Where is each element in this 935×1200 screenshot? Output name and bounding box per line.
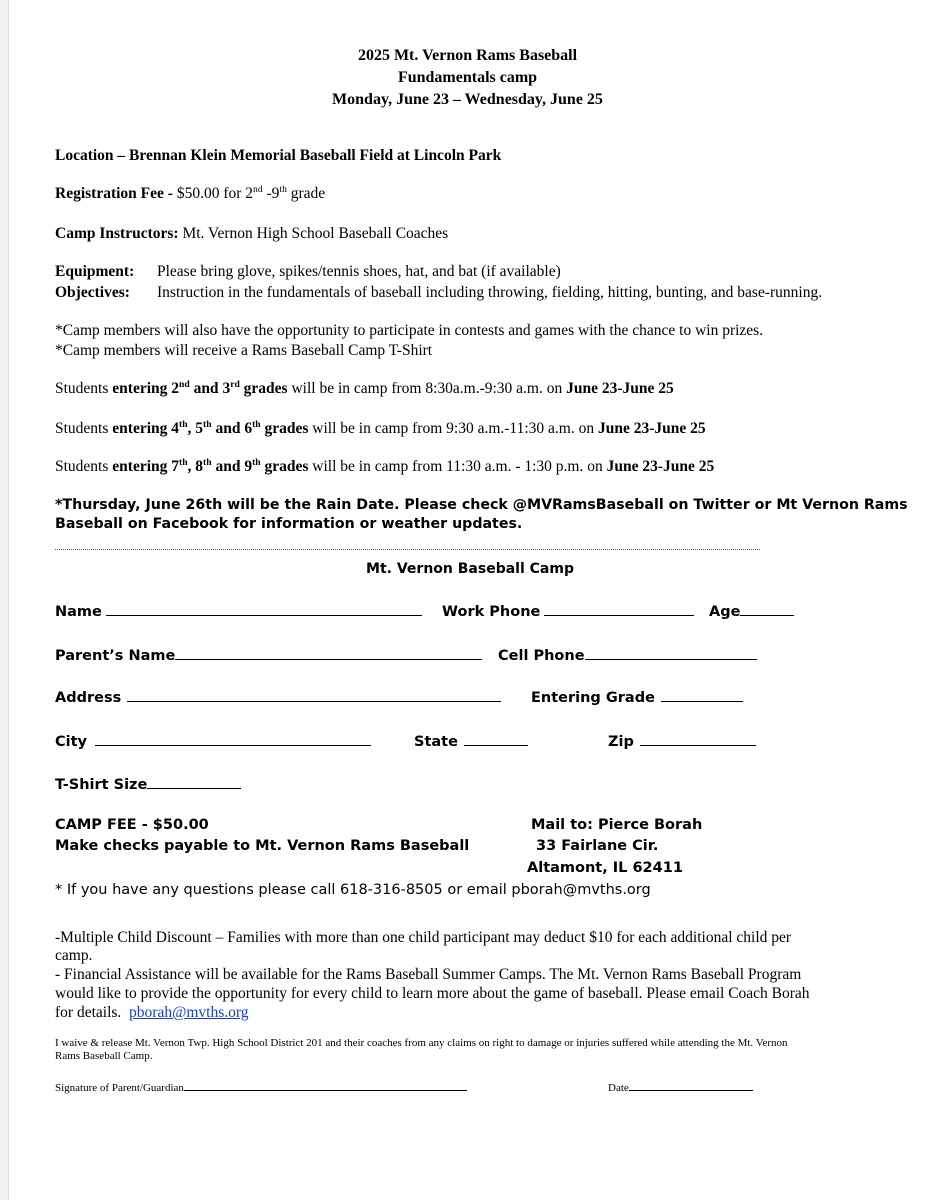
mail-city: Altamont, IL 62411 [527, 860, 683, 876]
grade-num: 9 [244, 458, 253, 475]
schedule-time: will be in camp from 9:30 a.m.-11:30 a.m. on [308, 420, 598, 437]
email-link[interactable]: pborah@mvths.org [129, 1004, 249, 1021]
instructors-label: Camp Instructors: [55, 225, 179, 242]
signature-label: Signature of Parent/Guardian [55, 1082, 184, 1094]
registration-fee-line [55, 185, 325, 203]
schedule-bold: entering [112, 458, 172, 475]
zip-field[interactable] [608, 732, 756, 750]
grade-num: 3 [222, 380, 231, 397]
entering-grade-blank[interactable] [661, 688, 743, 702]
signature-field[interactable] [55, 1079, 467, 1094]
grade-sup: nd [179, 378, 190, 390]
schedule-bold: grades [260, 420, 309, 437]
fee-text: $50.00 for 2 [172, 185, 254, 202]
schedule-time: will be in camp from 11:30 a.m. - 1:30 p.m. on [308, 458, 607, 475]
work-phone-field[interactable] [442, 602, 694, 620]
camp-fee: CAMP FEE - $50.00 [55, 817, 209, 833]
state-field[interactable] [414, 732, 528, 750]
waiver-line1: I waive & release Mt. Vernon Twp. High School District 201 and their coaches from any claims on right to damage or injuries suffered while attending the Mt. Vernon [55, 1037, 788, 1049]
fee-sup: th [279, 183, 287, 195]
tshirt-size-field[interactable] [55, 775, 241, 793]
schedule-dates: June 23-June 25 [606, 458, 715, 475]
parent-name-label: Parent’s Name [55, 648, 176, 664]
instructors-value: Mt. Vernon High School Baseball Coaches [178, 225, 449, 242]
cut-line [55, 549, 760, 550]
page-edge [0, 0, 9, 1200]
signature-blank[interactable] [184, 1079, 467, 1091]
state-label: State [414, 734, 458, 750]
schedule-row [55, 380, 674, 398]
equipment-value: Please bring glove, spikes/tennis shoes, hat, and bat (if available) [157, 263, 561, 280]
grade-num: 8 [195, 458, 204, 475]
mail-street: 33 Fairlane Cir. [536, 838, 659, 854]
schedule-row [55, 420, 706, 438]
note-tshirt: *Camp members will receive a Rams Baseball Camp T-Shirt [55, 342, 433, 359]
schedule-dates: June 23-June 25 [597, 420, 706, 437]
address-label: Address [55, 690, 122, 706]
parent-name-field[interactable] [55, 646, 482, 664]
schedule-bold: , [187, 458, 196, 475]
schedule-dates: June 23-June 25 [566, 380, 674, 397]
schedule-row [55, 458, 714, 476]
grade-sup: th [179, 456, 188, 468]
schedule-bold: and [211, 458, 245, 475]
schedule-bold: and [189, 380, 223, 397]
schedule-bold: entering [112, 420, 172, 437]
grade-sup: th [203, 456, 212, 468]
work-phone-label: Work Phone [442, 604, 541, 620]
grade-num: 2 [171, 380, 180, 397]
grade-sup: th [252, 418, 261, 430]
cell-phone-blank[interactable] [585, 646, 757, 660]
schedule-text: Students [55, 458, 113, 475]
discount-line2: camp. [55, 947, 93, 964]
address-field[interactable] [55, 688, 501, 706]
name-blank[interactable] [106, 602, 422, 616]
entering-grade-label: Entering Grade [531, 690, 655, 706]
checks-payable: Make checks payable to Mt. Vernon Rams Baseball [55, 838, 470, 854]
grade-num: 6 [244, 420, 253, 437]
schedule-time: will be in camp from 8:30a.m.-9:30 a.m. on [287, 380, 567, 397]
zip-blank[interactable] [640, 732, 756, 746]
address-blank[interactable] [127, 688, 501, 702]
cell-phone-field[interactable] [498, 646, 757, 664]
city-label: City [55, 734, 87, 750]
city-blank[interactable] [95, 732, 371, 746]
schedule-bold: grades [239, 380, 288, 397]
note-prizes: *Camp members will also have the opportunity to participate in contests and games with the chance to win prizes. [55, 322, 764, 339]
parent-name-blank[interactable] [175, 646, 482, 660]
cell-phone-label: Cell Phone [498, 648, 585, 664]
schedule-bold: and [211, 420, 245, 437]
schedule-bold: , [187, 420, 196, 437]
assist-line3 [55, 1004, 249, 1022]
grade-num: 7 [171, 458, 180, 475]
assist-line1: - Financial Assistance will be available for the Rams Baseball Summer Camps. The Mt. Vernon Rams Baseball Program [55, 966, 802, 983]
instructors-line [55, 225, 448, 243]
schedule-bold: grades [260, 458, 309, 475]
rain-notice-line1: *Thursday, June 26th will be the Rain Date. Please check @MVRamsBaseball on Twitter or Mt Vernon Rams [55, 497, 908, 513]
rain-notice-line2: Baseball on Facebook for information or weather updates. [55, 516, 523, 532]
form-title: Mt. Vernon Baseball Camp [366, 561, 574, 577]
grade-sup: th [203, 418, 212, 430]
grade-num: 4 [171, 420, 180, 437]
city-field[interactable] [55, 732, 371, 750]
schedule-text: Students [55, 380, 113, 397]
state-blank[interactable] [464, 732, 528, 746]
age-field[interactable] [709, 602, 794, 620]
schedule-text: Students [55, 420, 113, 437]
objectives-value: Instruction in the fundamentals of baseball including throwing, fielding, hitting, bunting, and base-running. [157, 284, 823, 301]
date-label: Date [608, 1082, 629, 1094]
schedule-bold: entering [112, 380, 172, 397]
discount-line1: -Multiple Child Discount – Families with more than one child participant may deduct $10 for each additional child per [55, 929, 792, 946]
objectives-label: Objectives: [55, 284, 130, 301]
tshirt-size-label: T-Shirt Size [55, 777, 148, 793]
camp-dates: Monday, June 23 – Wednesday, June 25 [332, 91, 603, 108]
grade-num: 5 [195, 420, 204, 437]
fee-text: -9 [262, 185, 280, 202]
assist-line2: would like to provide the opportunity for every child to learn more about the game of baseball. Please email Coach Borah [55, 985, 810, 1002]
date-field[interactable] [608, 1079, 753, 1094]
name-field[interactable] [55, 602, 422, 620]
fee-sup: nd [253, 183, 263, 195]
work-phone-blank[interactable] [544, 602, 694, 616]
age-label: Age [709, 604, 741, 620]
location-line: Location – Brennan Klein Memorial Baseball Field at Lincoln Park [55, 147, 502, 164]
questions-line: * If you have any questions please call 618-316-8505 or email pborah@mvths.org [55, 882, 651, 898]
zip-label: Zip [608, 734, 634, 750]
camp-subtitle: Fundamentals camp [397, 69, 538, 86]
mail-to: Mail to: Pierce Borah [531, 817, 703, 833]
grade-sup: th [179, 418, 188, 430]
equipment-label: Equipment: [55, 263, 135, 280]
grade-sup: th [252, 456, 261, 468]
camp-title: 2025 Mt. Vernon Rams Baseball [357, 47, 578, 64]
assist-text: for details. [55, 1004, 122, 1021]
age-blank[interactable] [740, 602, 794, 616]
tshirt-size-blank[interactable] [147, 775, 241, 789]
date-blank[interactable] [629, 1079, 753, 1091]
name-label: Name [55, 604, 102, 620]
entering-grade-field[interactable] [531, 688, 743, 706]
grade-sup: rd [230, 378, 240, 390]
waiver-line2: Rams Baseball Camp. [55, 1050, 153, 1062]
registration-fee-label: Registration Fee - [55, 185, 173, 202]
fee-text: grade [286, 185, 326, 202]
